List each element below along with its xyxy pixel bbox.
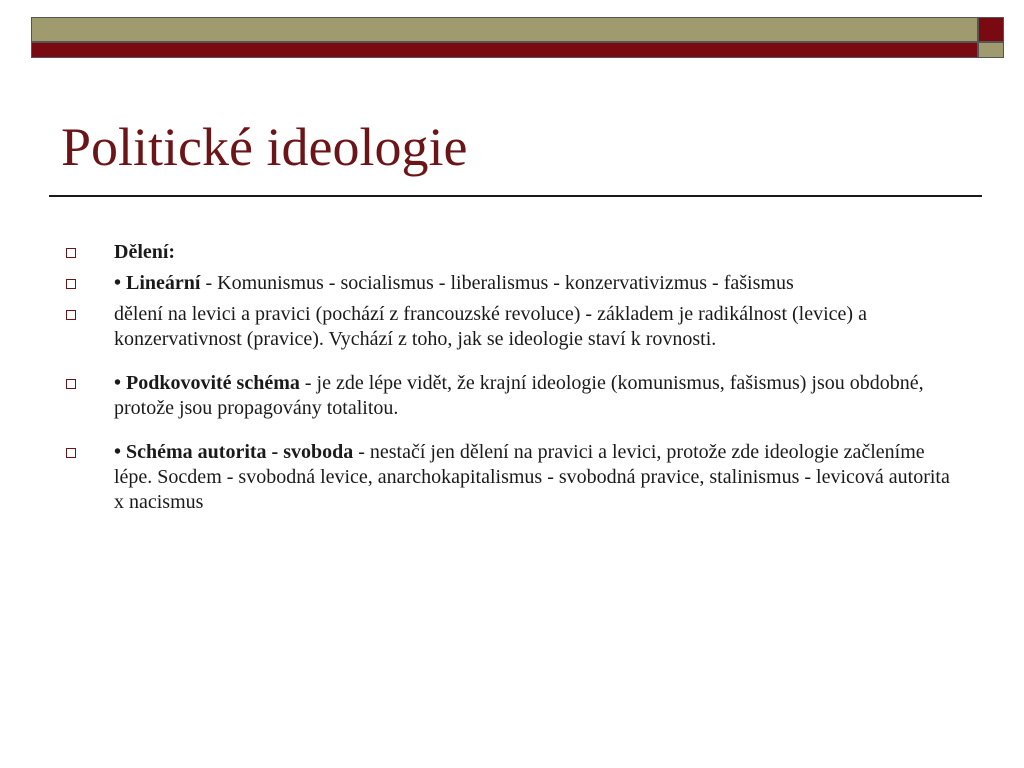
item-text: dělení na levici a pravici (pochází z francouzské revoluce) - základem je radikálnost (levice) a konzervativnost (pravice). Vychází z toho, jak se ideologie staví k rovnosti.: [114, 303, 867, 350]
square-bullet-icon: [66, 310, 76, 320]
bullet-list: [0, 240, 1024, 521]
item-bold-text: Dělení:: [114, 241, 176, 263]
bullet-item-deleni: [0, 240, 1024, 265]
bullet-item-podkovovite: [0, 371, 1024, 421]
item-bold-text: • Schéma autorita - svoboda: [114, 441, 354, 463]
item-text: - Komunismus - socialismus - liberalismus - konzervativizmus - fašismus: [200, 272, 794, 294]
square-bullet-icon: [66, 448, 76, 458]
bullet-item-linearni: [0, 271, 1024, 296]
item-text: - nestačí jen dělení na pravici a levici, protože zde ideologie začleníme lépe. Socdem - svobodná levice, anarchokapitalismus - svobodná pravice, stalinismus - levicová autorita x nacismus: [114, 441, 950, 513]
bullet-item-levice-pravice: [0, 302, 1024, 352]
header-red-square: [978, 17, 1004, 42]
item-bold-text: • Podkovovité schéma: [114, 372, 300, 394]
header-olive-bar: [31, 17, 978, 42]
header-red-bar: [31, 42, 978, 58]
header-olive-square: [978, 42, 1004, 58]
square-bullet-icon: [66, 248, 76, 258]
bullet-item-autorita-svoboda: [0, 440, 1024, 515]
item-text: - je zde lépe vidět, že krajní ideologie (komunismus, fašismus) jsou obdobné, protože jsou propagovány totalitou.: [114, 372, 924, 419]
square-bullet-icon: [66, 279, 76, 289]
item-bold-text: • Lineární: [114, 272, 201, 294]
title-divider: [49, 195, 982, 197]
square-bullet-icon: [66, 379, 76, 389]
slide-title: Politické ideologie: [61, 117, 468, 177]
